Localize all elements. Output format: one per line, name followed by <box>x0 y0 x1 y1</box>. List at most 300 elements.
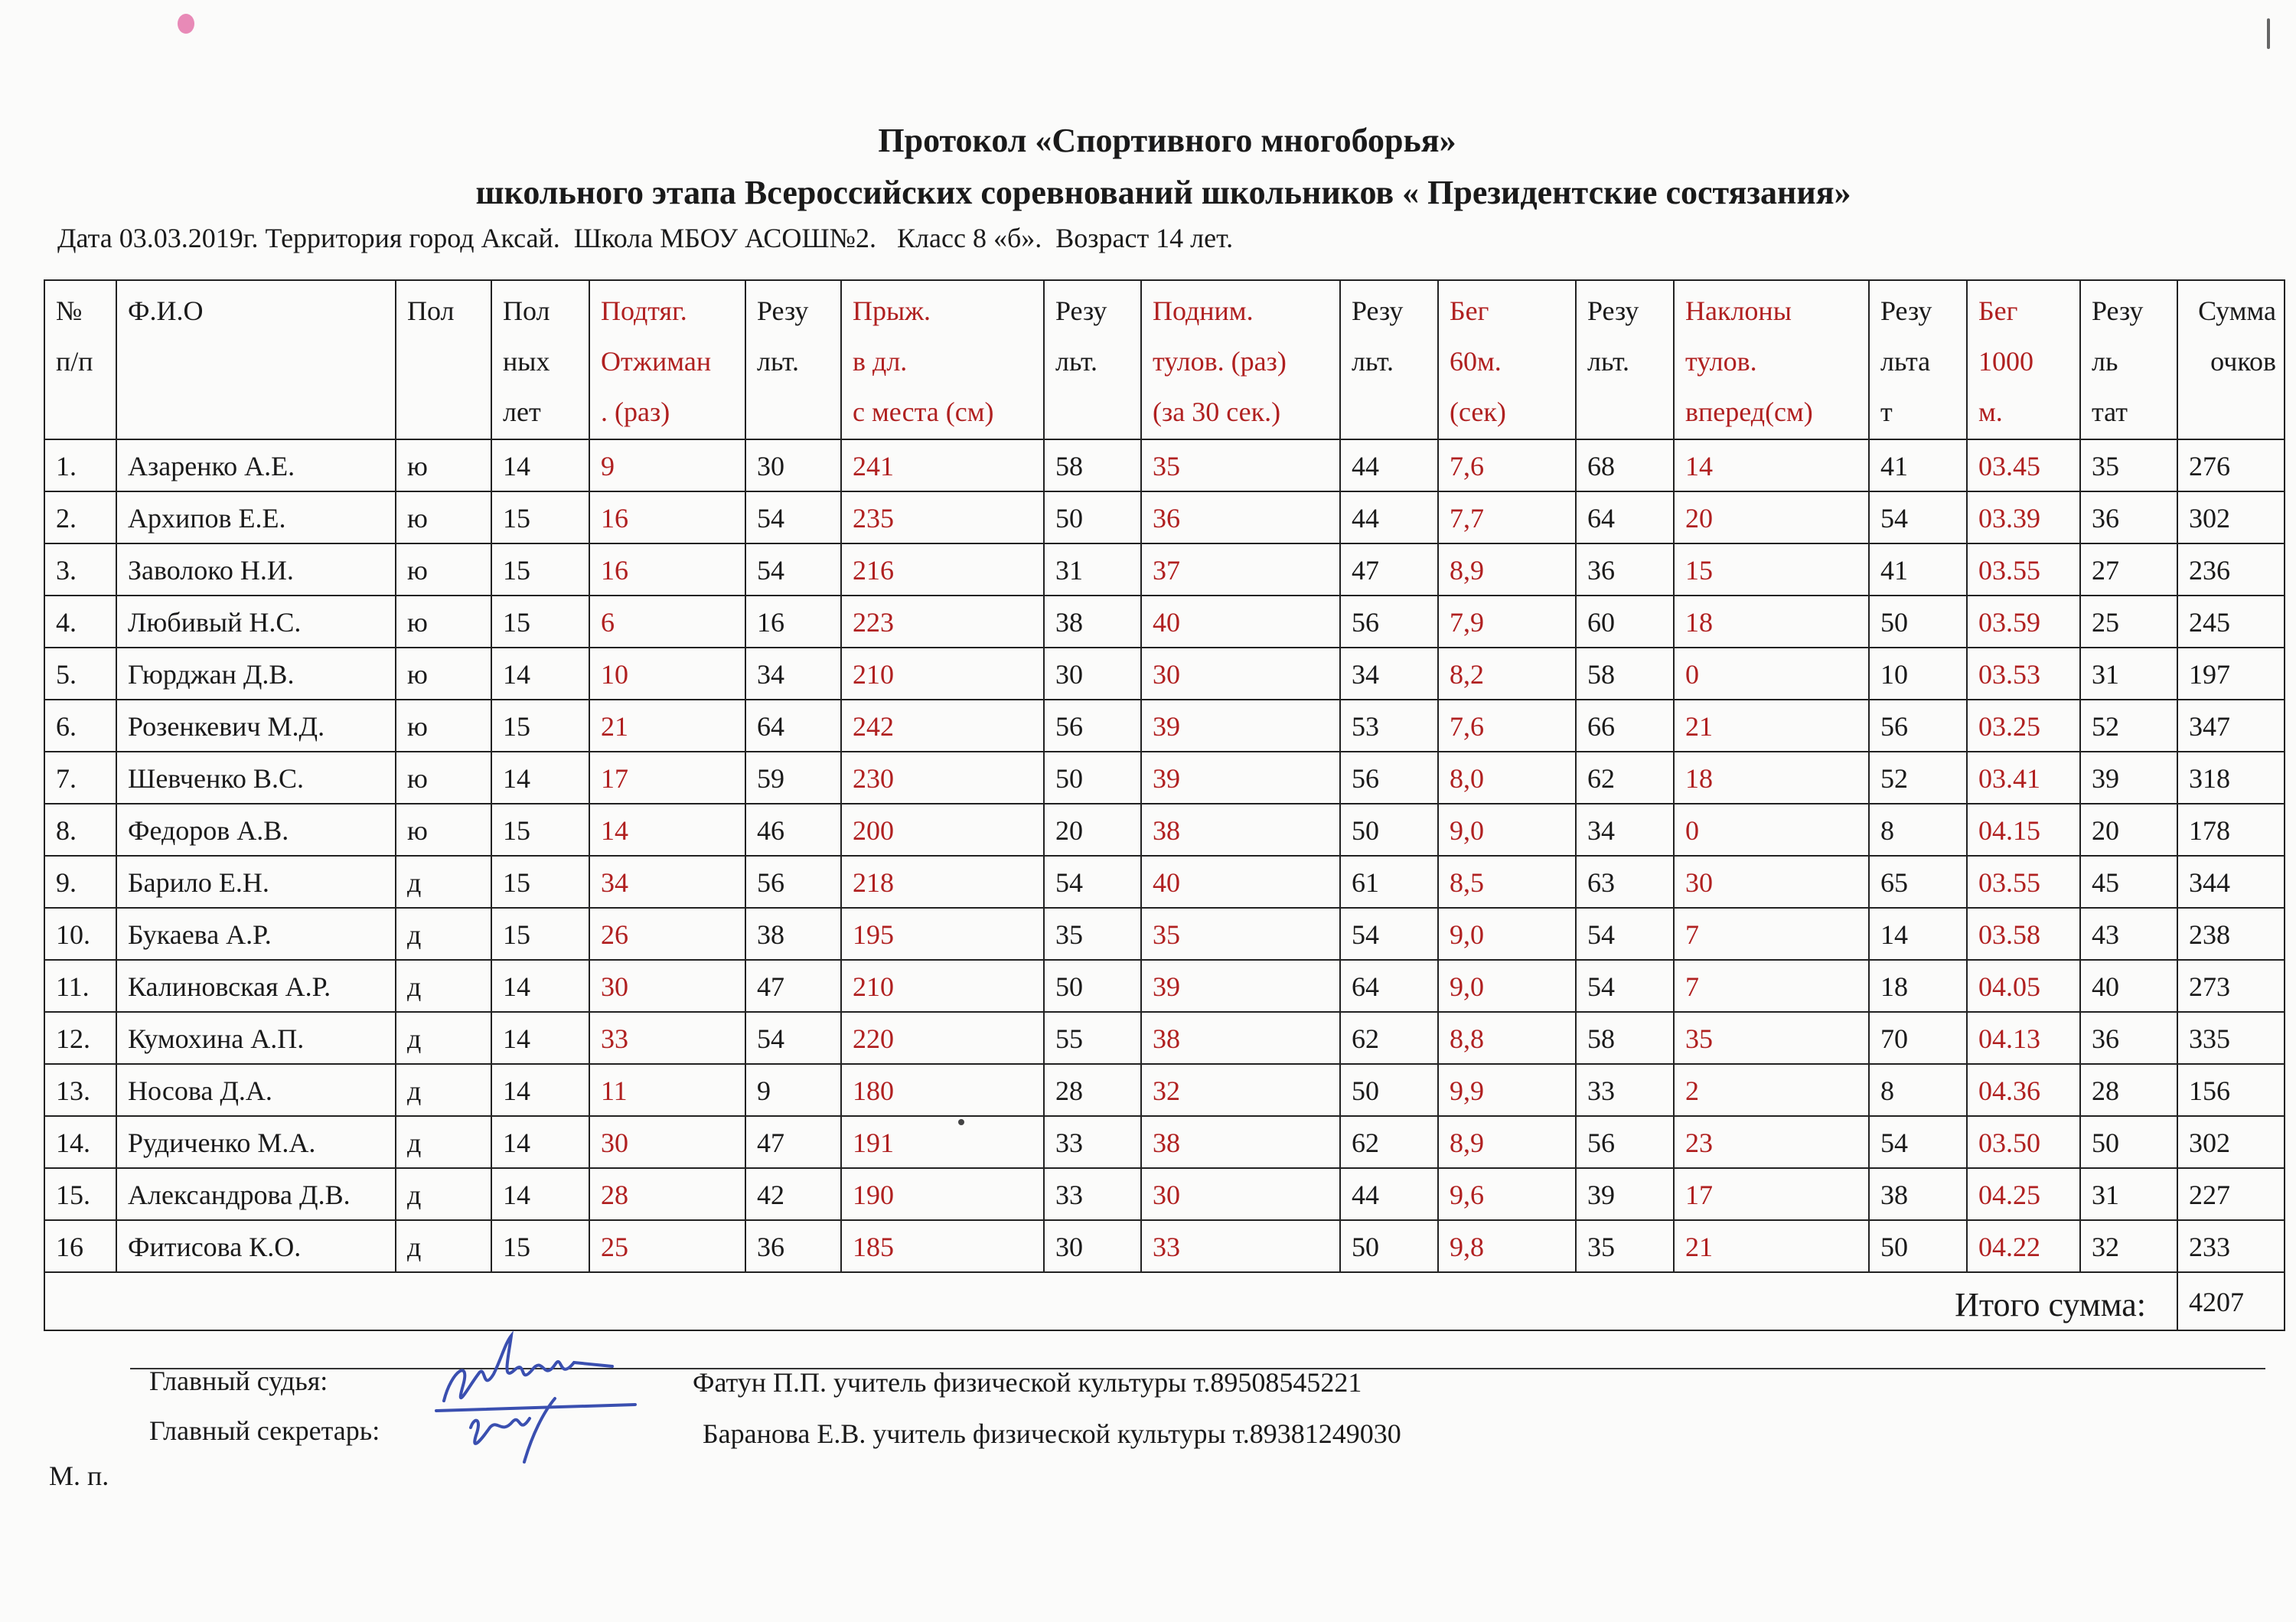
chief-judge-label: Главный судья: <box>149 1366 328 1396</box>
row-result-2: 50 <box>1044 752 1141 804</box>
row-result-1: 54 <box>745 1012 841 1064</box>
row-bends: 17 <box>1674 1168 1869 1220</box>
row-run-1000: 03.59 <box>1967 596 2080 648</box>
row-result-5: 41 <box>1869 439 1967 491</box>
row-result-2: 38 <box>1044 596 1141 648</box>
row-sex: ю <box>396 804 491 856</box>
row-fio: Носова Д.А. <box>116 1064 396 1116</box>
row-age: 14 <box>491 752 589 804</box>
row-fio: Букаева А.Р. <box>116 908 396 960</box>
row-result-4: 35 <box>1576 1220 1674 1272</box>
row-result-5: 41 <box>1869 543 1967 596</box>
row-num: 15. <box>44 1168 116 1220</box>
row-pullups: 10 <box>589 648 745 700</box>
row-bends: 20 <box>1674 491 1869 543</box>
row-bends: 0 <box>1674 648 1869 700</box>
row-result-4: 54 <box>1576 960 1674 1012</box>
row-age: 15 <box>491 491 589 543</box>
row-result-5: 50 <box>1869 1220 1967 1272</box>
row-situps: 36 <box>1141 491 1340 543</box>
row-fio: Кумохина А.П. <box>116 1012 396 1064</box>
row-situps: 35 <box>1141 439 1340 491</box>
row-result-1: 64 <box>745 700 841 752</box>
row-result-1: 47 <box>745 1116 841 1168</box>
row-pullups: 34 <box>589 856 745 908</box>
row-result-4: 62 <box>1576 752 1674 804</box>
header-result-2: Резу льт. <box>1044 280 1141 439</box>
row-result-4: 54 <box>1576 908 1674 960</box>
results-table <box>44 279 2285 1331</box>
row-situps: 32 <box>1141 1064 1340 1116</box>
row-situps: 40 <box>1141 856 1340 908</box>
row-fio: Калиновская А.Р. <box>116 960 396 1012</box>
row-result-6: 25 <box>2080 596 2177 648</box>
row-num: 10. <box>44 908 116 960</box>
row-result-3: 44 <box>1340 491 1438 543</box>
row-num: 8. <box>44 804 116 856</box>
row-result-3: 62 <box>1340 1012 1438 1064</box>
protocol-meta-line: Дата 03.03.2019г. Территория город Аксай. Школа МБОУ АСОШ№2. Класс 8 «б». Возраст 14 лет. <box>57 223 1234 253</box>
table-row <box>44 1116 2285 1168</box>
row-result-4: 36 <box>1576 543 1674 596</box>
table-row <box>44 804 2285 856</box>
row-age: 14 <box>491 439 589 491</box>
row-result-1: 9 <box>745 1064 841 1116</box>
row-result-6: 36 <box>2080 1012 2177 1064</box>
row-run-1000: 03.55 <box>1967 856 2080 908</box>
row-run-60: 7,6 <box>1438 439 1576 491</box>
row-result-2: 50 <box>1044 960 1141 1012</box>
row-result-1: 30 <box>745 439 841 491</box>
row-fio: Рудиченко М.А. <box>116 1116 396 1168</box>
row-run-1000: 04.36 <box>1967 1064 2080 1116</box>
row-fio: Розенкевич М.Д. <box>116 700 396 752</box>
row-result-2: 30 <box>1044 648 1141 700</box>
row-run-60: 7,6 <box>1438 700 1576 752</box>
row-pullups: 30 <box>589 1116 745 1168</box>
row-fio: Гюрджан Д.В. <box>116 648 396 700</box>
row-result-4: 66 <box>1576 700 1674 752</box>
row-result-2: 33 <box>1044 1168 1141 1220</box>
row-long-jump: 195 <box>841 908 1044 960</box>
row-long-jump: 218 <box>841 856 1044 908</box>
row-long-jump: 242 <box>841 700 1044 752</box>
row-sum: 197 <box>2177 648 2285 700</box>
row-run-60: 9,8 <box>1438 1220 1576 1272</box>
row-long-jump: 200 <box>841 804 1044 856</box>
row-sum: 227 <box>2177 1168 2285 1220</box>
table-row <box>44 648 2285 700</box>
row-result-3: 54 <box>1340 908 1438 960</box>
row-sum: 178 <box>2177 804 2285 856</box>
row-result-2: 58 <box>1044 439 1141 491</box>
row-run-1000: 03.39 <box>1967 491 2080 543</box>
row-result-4: 58 <box>1576 648 1674 700</box>
table-row <box>44 1168 2285 1220</box>
row-bends: 18 <box>1674 596 1869 648</box>
row-run-60: 8,9 <box>1438 1116 1576 1168</box>
header-result-6: Резу ль тат <box>2080 280 2177 439</box>
row-sum: 302 <box>2177 491 2285 543</box>
row-long-jump: 216 <box>841 543 1044 596</box>
row-result-3: 64 <box>1340 960 1438 1012</box>
row-result-1: 38 <box>745 908 841 960</box>
header-num: № п/п <box>44 280 116 439</box>
row-result-3: 47 <box>1340 543 1438 596</box>
table-row <box>44 439 2285 491</box>
row-long-jump: 210 <box>841 960 1044 1012</box>
row-bends: 15 <box>1674 543 1869 596</box>
row-result-5: 18 <box>1869 960 1967 1012</box>
chief-judge-name: Фатун П.П. учитель физической культуры т.89508545221 <box>693 1367 1362 1398</box>
row-age: 14 <box>491 1168 589 1220</box>
row-situps: 39 <box>1141 752 1340 804</box>
row-result-6: 45 <box>2080 856 2177 908</box>
row-result-1: 56 <box>745 856 841 908</box>
row-num: 4. <box>44 596 116 648</box>
chief-secretary-name: Баранова Е.В. учитель физической культуры т.89381249030 <box>703 1418 1401 1449</box>
row-bends: 2 <box>1674 1064 1869 1116</box>
row-result-6: 36 <box>2080 491 2177 543</box>
row-run-60: 9,0 <box>1438 804 1576 856</box>
row-pullups: 33 <box>589 1012 745 1064</box>
row-pullups: 30 <box>589 960 745 1012</box>
row-result-4: 68 <box>1576 439 1674 491</box>
table-row <box>44 700 2285 752</box>
table-header-row <box>44 280 2285 439</box>
row-result-3: 44 <box>1340 439 1438 491</box>
row-result-2: 56 <box>1044 700 1141 752</box>
row-run-60: 8,5 <box>1438 856 1576 908</box>
row-sum: 318 <box>2177 752 2285 804</box>
table-row <box>44 1064 2285 1116</box>
row-pullups: 16 <box>589 491 745 543</box>
row-run-1000: 03.58 <box>1967 908 2080 960</box>
row-num: 6. <box>44 700 116 752</box>
row-situps: 39 <box>1141 700 1340 752</box>
row-sex: ю <box>396 439 491 491</box>
row-pullups: 6 <box>589 596 745 648</box>
table-row <box>44 596 2285 648</box>
row-bends: 30 <box>1674 856 1869 908</box>
table-row <box>44 856 2285 908</box>
protocol-title: Протокол «Спортивного многоборья» <box>878 122 1456 159</box>
row-sex: ю <box>396 543 491 596</box>
row-result-1: 46 <box>745 804 841 856</box>
row-long-jump: 220 <box>841 1012 1044 1064</box>
row-bends: 35 <box>1674 1012 1869 1064</box>
table-row <box>44 908 2285 960</box>
row-age: 15 <box>491 908 589 960</box>
row-age: 14 <box>491 648 589 700</box>
row-long-jump: 210 <box>841 648 1044 700</box>
row-age: 14 <box>491 960 589 1012</box>
row-result-4: 39 <box>1576 1168 1674 1220</box>
row-result-3: 53 <box>1340 700 1438 752</box>
row-age: 14 <box>491 1012 589 1064</box>
row-pullups: 28 <box>589 1168 745 1220</box>
table-row <box>44 543 2285 596</box>
row-sum: 233 <box>2177 1220 2285 1272</box>
row-result-5: 54 <box>1869 1116 1967 1168</box>
row-sex: ю <box>396 648 491 700</box>
row-bends: 7 <box>1674 960 1869 1012</box>
row-result-1: 34 <box>745 648 841 700</box>
row-age: 14 <box>491 1064 589 1116</box>
row-bends: 18 <box>1674 752 1869 804</box>
header-result-5: Резу льта т <box>1869 280 1967 439</box>
row-result-1: 16 <box>745 596 841 648</box>
row-result-5: 54 <box>1869 491 1967 543</box>
row-age: 15 <box>491 700 589 752</box>
row-run-1000: 03.25 <box>1967 700 2080 752</box>
row-result-5: 50 <box>1869 596 1967 648</box>
row-long-jump: 191 <box>841 1116 1044 1168</box>
paper-edge-mark <box>2267 18 2270 49</box>
header-age: Пол ных лет <box>491 280 589 439</box>
row-result-6: 27 <box>2080 543 2177 596</box>
row-result-6: 31 <box>2080 648 2177 700</box>
row-sex: ю <box>396 752 491 804</box>
row-result-1: 42 <box>745 1168 841 1220</box>
row-fio: Александрова Д.В. <box>116 1168 396 1220</box>
row-run-60: 7,7 <box>1438 491 1576 543</box>
row-sum: 347 <box>2177 700 2285 752</box>
row-fio: Архипов Е.Е. <box>116 491 396 543</box>
row-sex: ю <box>396 596 491 648</box>
row-situps: 40 <box>1141 596 1340 648</box>
row-sum: 245 <box>2177 596 2285 648</box>
row-run-60: 8,8 <box>1438 1012 1576 1064</box>
row-num: 3. <box>44 543 116 596</box>
row-age: 15 <box>491 1220 589 1272</box>
header-long-jump: Прыж. в дл. с места (см) <box>841 280 1044 439</box>
table-row <box>44 491 2285 543</box>
row-result-5: 8 <box>1869 1064 1967 1116</box>
row-situps: 35 <box>1141 908 1340 960</box>
row-pullups: 21 <box>589 700 745 752</box>
row-bends: 0 <box>1674 804 1869 856</box>
row-situps: 33 <box>1141 1220 1340 1272</box>
row-result-2: 50 <box>1044 491 1141 543</box>
header-sex: Пол <box>396 280 491 439</box>
row-result-6: 20 <box>2080 804 2177 856</box>
row-age: 15 <box>491 543 589 596</box>
row-run-1000: 04.22 <box>1967 1220 2080 1272</box>
row-run-60: 8,2 <box>1438 648 1576 700</box>
row-situps: 37 <box>1141 543 1340 596</box>
row-result-4: 58 <box>1576 1012 1674 1064</box>
protocol-subtitle: школьного этапа Всероссийских соревнований школьников « Президентские состязания» <box>475 174 1851 211</box>
row-result-5: 14 <box>1869 908 1967 960</box>
row-sex: д <box>396 960 491 1012</box>
row-run-60: 8,9 <box>1438 543 1576 596</box>
header-pullups: Подтяг. Отжиман . (раз) <box>589 280 745 439</box>
row-result-1: 36 <box>745 1220 841 1272</box>
row-pullups: 14 <box>589 804 745 856</box>
row-fio: Заволоко Н.И. <box>116 543 396 596</box>
row-pullups: 16 <box>589 543 745 596</box>
row-result-4: 64 <box>1576 491 1674 543</box>
row-num: 2. <box>44 491 116 543</box>
row-result-6: 39 <box>2080 752 2177 804</box>
row-situps: 39 <box>1141 960 1340 1012</box>
row-run-60: 9,9 <box>1438 1064 1576 1116</box>
row-fio: Барило Е.Н. <box>116 856 396 908</box>
row-situps: 38 <box>1141 1012 1340 1064</box>
row-age: 15 <box>491 804 589 856</box>
row-age: 15 <box>491 596 589 648</box>
row-pullups: 11 <box>589 1064 745 1116</box>
header-situps: Подним. тулов. (раз) (за 30 сек.) <box>1141 280 1340 439</box>
row-result-3: 50 <box>1340 1064 1438 1116</box>
row-run-1000: 04.15 <box>1967 804 2080 856</box>
row-num: 5. <box>44 648 116 700</box>
row-situps: 30 <box>1141 1168 1340 1220</box>
row-long-jump: 185 <box>841 1220 1044 1272</box>
table-row <box>44 1220 2285 1272</box>
row-age: 14 <box>491 1116 589 1168</box>
header-sum: Сумма очков <box>2177 280 2285 439</box>
row-result-5: 52 <box>1869 752 1967 804</box>
row-sum: 302 <box>2177 1116 2285 1168</box>
row-run-60: 9,0 <box>1438 960 1576 1012</box>
row-run-1000: 03.53 <box>1967 648 2080 700</box>
row-sum: 238 <box>2177 908 2285 960</box>
row-fio: Шевченко В.С. <box>116 752 396 804</box>
row-sum: 276 <box>2177 439 2285 491</box>
row-result-6: 43 <box>2080 908 2177 960</box>
row-result-3: 50 <box>1340 804 1438 856</box>
row-result-4: 60 <box>1576 596 1674 648</box>
row-bends: 7 <box>1674 908 1869 960</box>
row-result-5: 10 <box>1869 648 1967 700</box>
row-sex: д <box>396 1012 491 1064</box>
row-result-2: 31 <box>1044 543 1141 596</box>
row-run-60: 9,6 <box>1438 1168 1576 1220</box>
row-situps: 38 <box>1141 804 1340 856</box>
total-row <box>44 1272 2285 1330</box>
row-sex: ю <box>396 700 491 752</box>
row-num: 9. <box>44 856 116 908</box>
row-result-6: 52 <box>2080 700 2177 752</box>
table-row <box>44 752 2285 804</box>
row-bends: 21 <box>1674 700 1869 752</box>
total-label: Итого сумма: <box>44 1272 2177 1330</box>
row-result-2: 35 <box>1044 908 1141 960</box>
row-result-3: 61 <box>1340 856 1438 908</box>
row-run-1000: 03.45 <box>1967 439 2080 491</box>
row-sex: д <box>396 1116 491 1168</box>
row-result-2: 33 <box>1044 1116 1141 1168</box>
row-result-6: 50 <box>2080 1116 2177 1168</box>
row-num: 1. <box>44 439 116 491</box>
row-fio: Любивый Н.С. <box>116 596 396 648</box>
row-long-jump: 241 <box>841 439 1044 491</box>
row-sum: 344 <box>2177 856 2285 908</box>
table-row <box>44 960 2285 1012</box>
row-run-1000: 03.50 <box>1967 1116 2080 1168</box>
row-result-2: 20 <box>1044 804 1141 856</box>
row-result-6: 40 <box>2080 960 2177 1012</box>
row-sex: д <box>396 1064 491 1116</box>
header-run-60: Бег 60м. (сек) <box>1438 280 1576 439</box>
row-result-4: 33 <box>1576 1064 1674 1116</box>
row-result-5: 70 <box>1869 1012 1967 1064</box>
row-result-6: 32 <box>2080 1220 2177 1272</box>
row-result-4: 56 <box>1576 1116 1674 1168</box>
row-result-2: 30 <box>1044 1220 1141 1272</box>
header-result-4: Резу льт. <box>1576 280 1674 439</box>
row-situps: 30 <box>1141 648 1340 700</box>
row-sum: 273 <box>2177 960 2285 1012</box>
row-result-1: 54 <box>745 543 841 596</box>
row-run-1000: 03.41 <box>1967 752 2080 804</box>
row-result-1: 47 <box>745 960 841 1012</box>
header-result-3: Резу льт. <box>1340 280 1438 439</box>
row-result-6: 28 <box>2080 1064 2177 1116</box>
row-num: 12. <box>44 1012 116 1064</box>
row-result-2: 55 <box>1044 1012 1141 1064</box>
row-bends: 14 <box>1674 439 1869 491</box>
chief-secretary-label: Главный секретарь: <box>149 1415 380 1446</box>
row-long-jump: 230 <box>841 752 1044 804</box>
row-situps: 38 <box>1141 1116 1340 1168</box>
row-sum: 236 <box>2177 543 2285 596</box>
row-sex: д <box>396 1168 491 1220</box>
header-result-1: Резу льт. <box>745 280 841 439</box>
row-result-4: 63 <box>1576 856 1674 908</box>
row-pullups: 9 <box>589 439 745 491</box>
total-value: 4207 <box>2177 1272 2285 1330</box>
row-sum: 156 <box>2177 1064 2285 1116</box>
row-pullups: 25 <box>589 1220 745 1272</box>
row-pullups: 26 <box>589 908 745 960</box>
row-bends: 23 <box>1674 1116 1869 1168</box>
row-run-1000: 04.05 <box>1967 960 2080 1012</box>
paper-mark <box>178 14 194 34</box>
row-num: 13. <box>44 1064 116 1116</box>
row-num: 14. <box>44 1116 116 1168</box>
row-fio: Федоров А.В. <box>116 804 396 856</box>
row-result-5: 8 <box>1869 804 1967 856</box>
row-bends: 21 <box>1674 1220 1869 1272</box>
row-result-3: 56 <box>1340 596 1438 648</box>
row-run-60: 9,0 <box>1438 908 1576 960</box>
stamp-place: М. п. <box>49 1460 109 1491</box>
row-result-2: 28 <box>1044 1064 1141 1116</box>
row-result-3: 34 <box>1340 648 1438 700</box>
row-result-1: 54 <box>745 491 841 543</box>
row-result-3: 44 <box>1340 1168 1438 1220</box>
row-fio: Азаренко А.Е. <box>116 439 396 491</box>
row-sex: д <box>396 908 491 960</box>
row-run-1000: 04.25 <box>1967 1168 2080 1220</box>
row-result-1: 59 <box>745 752 841 804</box>
row-fio: Фитисова К.О. <box>116 1220 396 1272</box>
row-result-3: 56 <box>1340 752 1438 804</box>
row-long-jump: 180 <box>841 1064 1044 1116</box>
row-sex: ю <box>396 491 491 543</box>
row-result-3: 50 <box>1340 1220 1438 1272</box>
row-long-jump: 223 <box>841 596 1044 648</box>
header-bends: Наклоны тулов. вперед(см) <box>1674 280 1869 439</box>
table-row <box>44 1012 2285 1064</box>
row-result-6: 31 <box>2080 1168 2177 1220</box>
row-run-1000: 04.13 <box>1967 1012 2080 1064</box>
row-num: 11. <box>44 960 116 1012</box>
row-result-4: 34 <box>1576 804 1674 856</box>
